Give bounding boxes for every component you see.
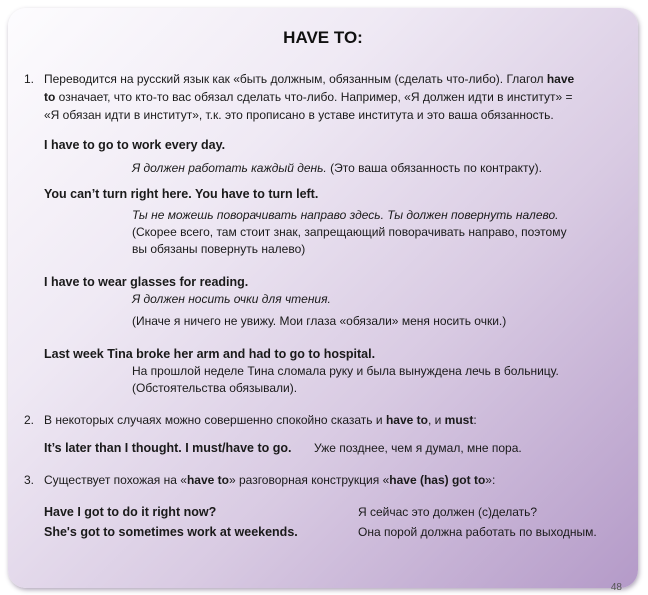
section-1-number: 1. (24, 72, 35, 86)
example-1-english: I have to go to work every day. (44, 138, 226, 152)
page-title: HAVE TO: (283, 28, 363, 47)
section-3-example-1-english: Have I got to do it right now? (44, 505, 217, 519)
section-1-line-3: «Я обязан идти в институт», т.к. это прописано в уставе института и это ваша обязанность. (44, 108, 554, 122)
example-1-translation: Я должен работать каждый день. (132, 161, 327, 175)
example-3-translation: Я должен носить очки для чтения. (132, 292, 331, 306)
section-3-keyword: have to (186, 473, 229, 487)
section-2-keyword: must (444, 413, 474, 427)
section-1-line-2 (44, 90, 573, 105)
section-2-example-russian: Уже позднее, чем я думал, мне пора. (314, 441, 522, 455)
section-3-example-2-english: She's got to sometimes work at weekends. (44, 525, 298, 539)
section-1-keyword: have (546, 72, 575, 86)
section-1-text: означает, что кто-то вас обязал сделать что-либо. Например, «Я должен идти в институт» = (55, 90, 573, 104)
example-3-note: (Иначе я ничего не увижу. Мои глаза «обязали» меня носить очки.) (132, 314, 507, 328)
page-number: 48 (610, 582, 622, 593)
section-3-example-2-russian: Она порой должна работать по выходным. (358, 525, 597, 539)
example-4-translation-2: (Обстоятельства обязывали). (132, 381, 298, 395)
example-2-english: You can’t turn right here. You have to turn left. (44, 187, 319, 201)
section-2-number: 2. (24, 413, 35, 427)
section-3-example-1-russian: Я сейчас это должен (с)делать? (358, 505, 538, 519)
section-3-text-part: » разговорная конструкция « (228, 473, 390, 487)
example-1-note: (Это ваша обязанность по контракту). (326, 161, 542, 175)
section-1-keyword: to (44, 90, 56, 104)
example-1-russian (132, 161, 542, 176)
example-2-note-1: (Скорее всего, там стоит знак, запрещающий поворачивать направо, поэтому (132, 225, 567, 239)
section-1-text: Переводится на русский язык как «быть должным, обязанным (сделать что-либо). Глагол (44, 72, 547, 86)
section-2-text (44, 413, 477, 428)
section-3-text-part: Существует похожая на « (44, 473, 187, 487)
section-3-keyword: have (has) got to (389, 473, 486, 487)
example-4-translation-1: На прошлой неделе Тина сломала руку и была вынуждена лечь в больницу. (132, 364, 559, 378)
section-2-text-part: В некоторых случаях можно совершенно спокойно сказать и (44, 413, 386, 427)
section-2-keyword: have to (385, 413, 428, 427)
section-2-example-english: It’s later than I thought. I must/have to go. (44, 441, 292, 455)
example-4-english: Last week Tina broke her arm and had to go to hospital. (44, 347, 376, 361)
section-1-line-1 (44, 72, 574, 87)
example-3-english: I have to wear glasses for reading. (44, 275, 249, 289)
example-2-note-2: вы обязаны повернуть налево) (132, 242, 306, 256)
section-3-text-part: »: (485, 473, 496, 487)
section-3-text (44, 473, 495, 488)
section-2-text-part: : (473, 413, 477, 427)
example-2-translation: Ты не можешь поворачивать направо здесь. Ты должен повернуть налево. (132, 208, 559, 222)
section-2-text-part: , и (427, 413, 445, 427)
rule-card (8, 8, 638, 588)
section-3-number: 3. (24, 473, 35, 487)
